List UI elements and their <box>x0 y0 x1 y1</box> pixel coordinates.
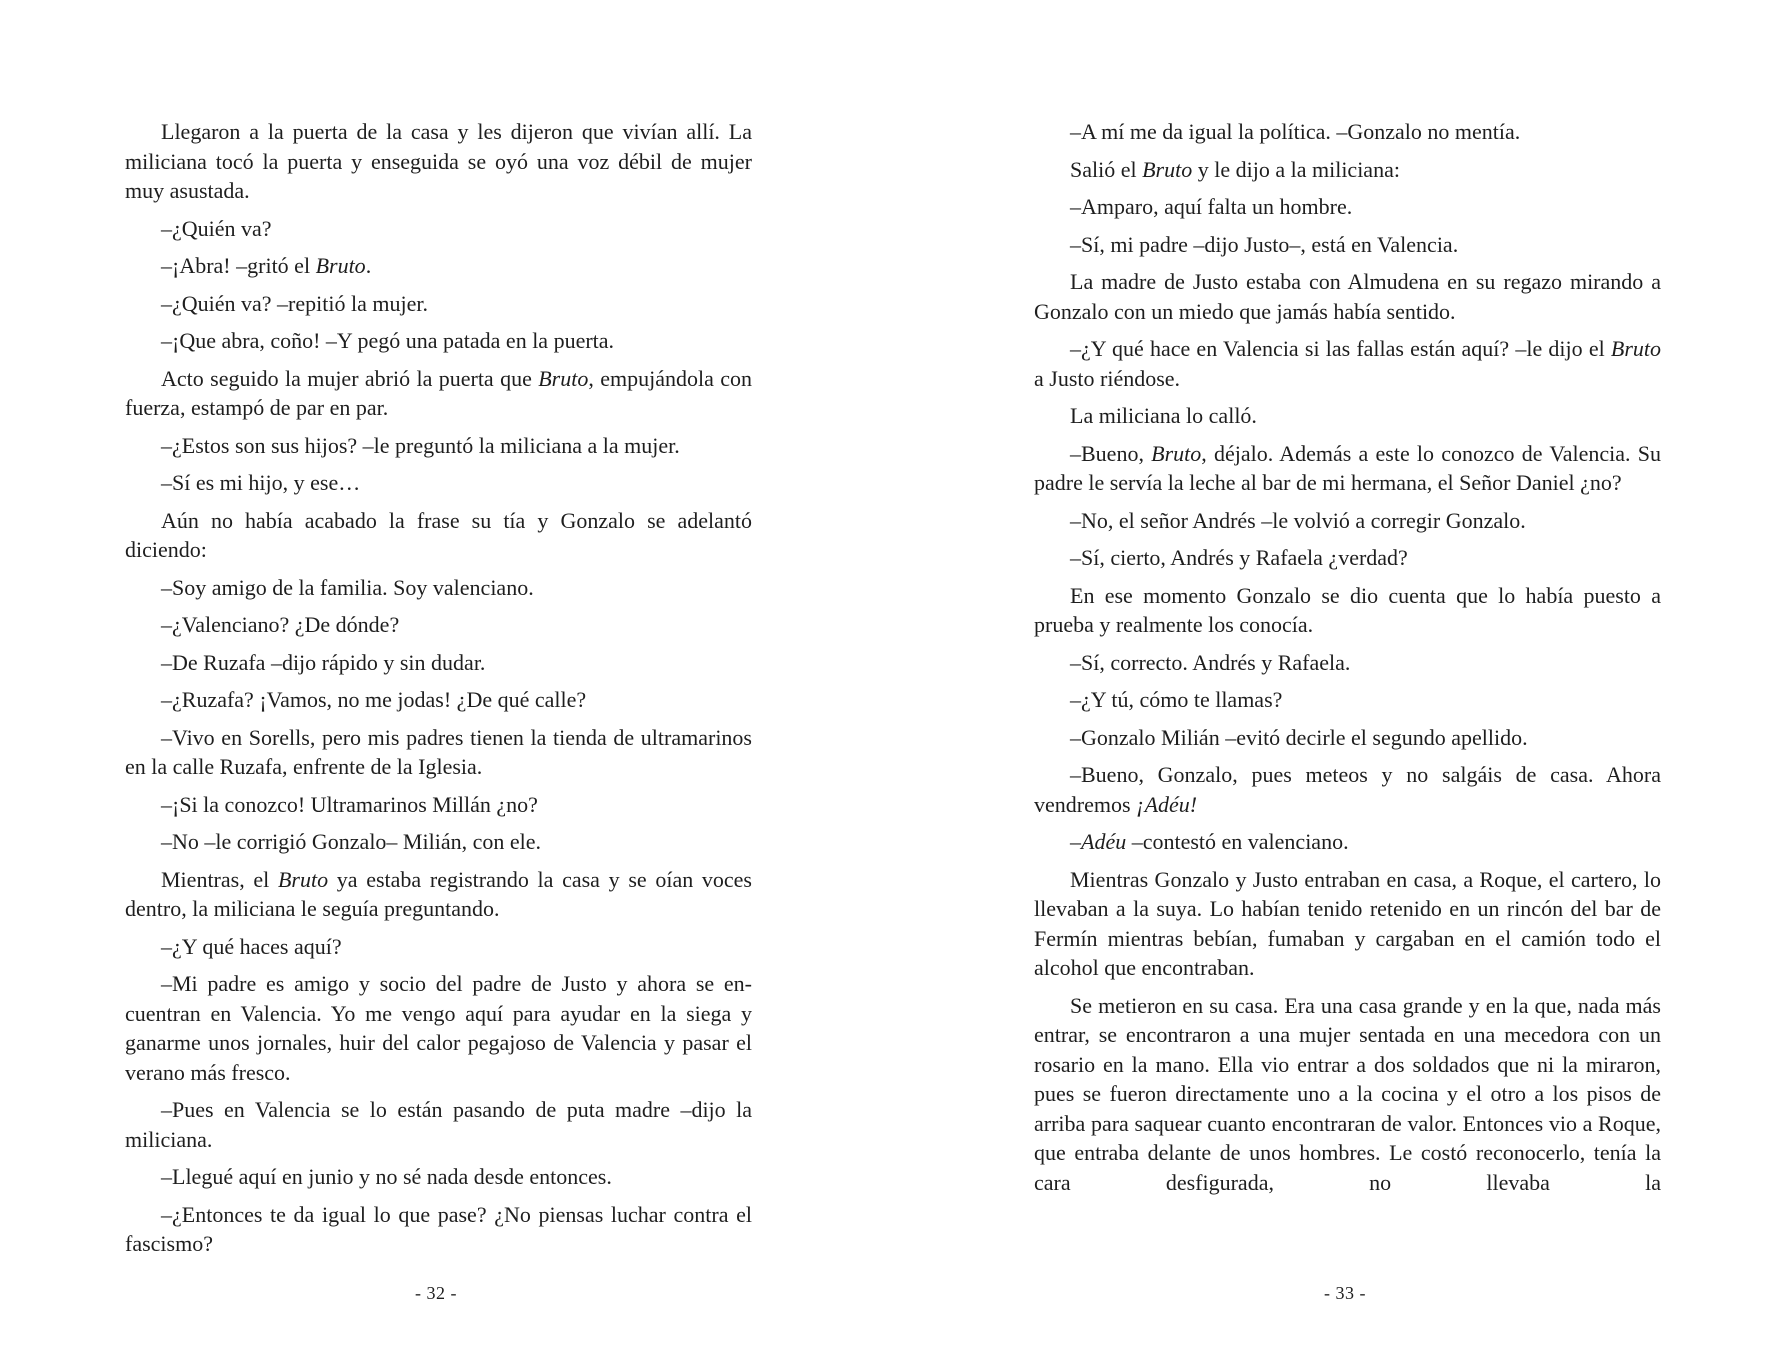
paragraph: –¡Si la conozco! Ultramarinos Millán ¿no? <box>161 791 538 817</box>
paragraph: –¿Estos son sus hijos? –le preguntó la miliciana a la mujer. <box>161 432 680 458</box>
paragraph: –Sí, cierto, Andrés y Rafaela ¿verdad? <box>1070 545 1408 570</box>
paragraph: –No –le corrigió Gonzalo– Milián, con ele. <box>161 829 542 854</box>
paragraph: –¿Y tú, cómo te llamas? <box>1070 687 1283 712</box>
paragraph: –Amparo, aquí falta un hombre. <box>1070 194 1353 219</box>
paragraph: –¿Ruzafa? ¡Vamos, no me jodas! ¿De qué calle? <box>161 687 587 712</box>
paragraph: En ese momento Gonzalo se dio cuenta que lo había puesto a prueba y realmente los conocía. <box>1034 582 1661 637</box>
paragraph: –Sí, correcto. Andrés y Rafaela. <box>1070 649 1351 675</box>
paragraph: –Soy amigo de la familia. Soy valenciano. <box>161 574 534 600</box>
paragraph: –De Ruzafa –dijo rápido y sin dudar. <box>161 649 486 675</box>
paragraph: La madre de Justo estaba con Almudena en su regazo mirando a Gonzalo con un miedo que jamás había sentido. <box>1034 269 1661 324</box>
paragraph: Llegaron a la puerta de la casa y les dijeron que vivían allí. La miliciana tocó la puerta y enseguida se oyó una voz débil de mujer muy asustada. <box>125 119 752 203</box>
left-page-body <box>125 117 752 1259</box>
paragraph: –Llegué aquí en junio y no sé nada desde entonces. <box>161 1164 612 1189</box>
paragraph: Acto seguido la mujer abrió la puerta que Bruto, empujándola con fuerza, estampó de par en par. <box>125 365 752 420</box>
paragraph: Salió el Bruto y le dijo a la miliciana: <box>1070 156 1400 182</box>
left-page-number: - 32 - <box>415 1283 457 1303</box>
paragraph: –Vivo en Sorells, pero mis padres tienen la tienda de ultramarinos en la calle Ruzafa, enfrente de la Iglesia. <box>125 724 752 779</box>
paragraph: –Mi padre es amigo y socio del padre de Justo y ahora se encuentran en Valencia. Yo me vengo aquí para ayudar en la siega y ganarme unos jornales, huir del calor pegajoso de Valencia y pasar el verano más fresco. <box>125 971 752 1085</box>
right-page-number: - 33 - <box>1324 1283 1366 1303</box>
paragraph: –¿Entonces te da igual lo que pase? ¿No piensas luchar contra el fascismo? <box>125 1201 752 1256</box>
paragraph: Mientras Gonzalo y Justo entraban en casa, a Roque, el cartero, lo llevaban a la suya. Lo habían tenido retenido en un rincón del bar de Fermín mientras bebían, fumaban y cargaban en el camión todo el alcohol que encontraban. <box>1034 866 1661 980</box>
paragraph: –A mí me da igual la política. –Gonzalo no mentía. <box>1070 119 1521 144</box>
paragraph: –Pues en Valencia se lo están pasando de puta madre –dijo la miliciana. <box>125 1097 752 1152</box>
paragraph: La miliciana lo calló. <box>1070 403 1257 428</box>
paragraph: –Bueno, Gonzalo, pues meteos y no salgáis de casa. Ahora vendremos ¡Adéu! <box>1034 762 1661 817</box>
paragraph: –¿Valenciano? ¿De dónde? <box>161 612 400 637</box>
paragraph: –¿Y qué haces aquí? <box>161 933 342 959</box>
right-page-body <box>1034 117 1661 1197</box>
paragraph: –¿Quién va? –repitió la mujer. <box>161 290 428 316</box>
paragraph: –Sí, mi padre –dijo Justo–, está en Valencia. <box>1070 231 1459 257</box>
paragraph: –Bueno, Bruto, déjalo. Además a este lo conozco de Valencia. Su padre le servía la leche al bar de mi hermana, el Señor Daniel ¿no? <box>1034 440 1661 495</box>
paragraph: Mientras, el Bruto ya estaba registrando la casa y se oían voces dentro, la miliciana le seguía preguntando. <box>125 866 752 921</box>
paragraph: –Adéu –contestó en valenciano. <box>1070 829 1349 854</box>
paragraph: –¿Y qué hace en Valencia si las fallas están aquí? –le dijo el Bruto a Justo riéndose. <box>1034 336 1661 391</box>
paragraph: –¿Quién va? <box>161 215 272 241</box>
paragraph: –¡Abra! –gritó el Bruto. <box>161 253 372 278</box>
paragraph: Se metieron en su casa. Era una casa grande y en la que, nada más entrar, se encontraron a una mujer sentada en una mecedora con un rosario en la mano. Ella vio entrar a dos soldados que ni la miraron, pues se fueron directamente uno a la cocina y el otro a los pisos de arriba para saquear cuanto encontraran de valor. Entonces vio a Roque, que entraba delante de unos hombres. Le costó reconocerlo, tenía la cara desfigurada, no llevaba la <box>1034 992 1661 1195</box>
paragraph: –No, el señor Andrés –le volvió a corregir Gonzalo. <box>1070 507 1526 533</box>
paragraph: –¡Que abra, coño! –Y pegó una patada en la puerta. <box>161 328 615 353</box>
paragraph: Aún no había acabado la frase su tía y Gonzalo se adelantó diciendo: <box>125 507 752 562</box>
paragraph: –Sí es mi hijo, y ese… <box>161 470 361 495</box>
paragraph: –Gonzalo Milián –evitó decirle el segundo apellido. <box>1070 724 1528 750</box>
